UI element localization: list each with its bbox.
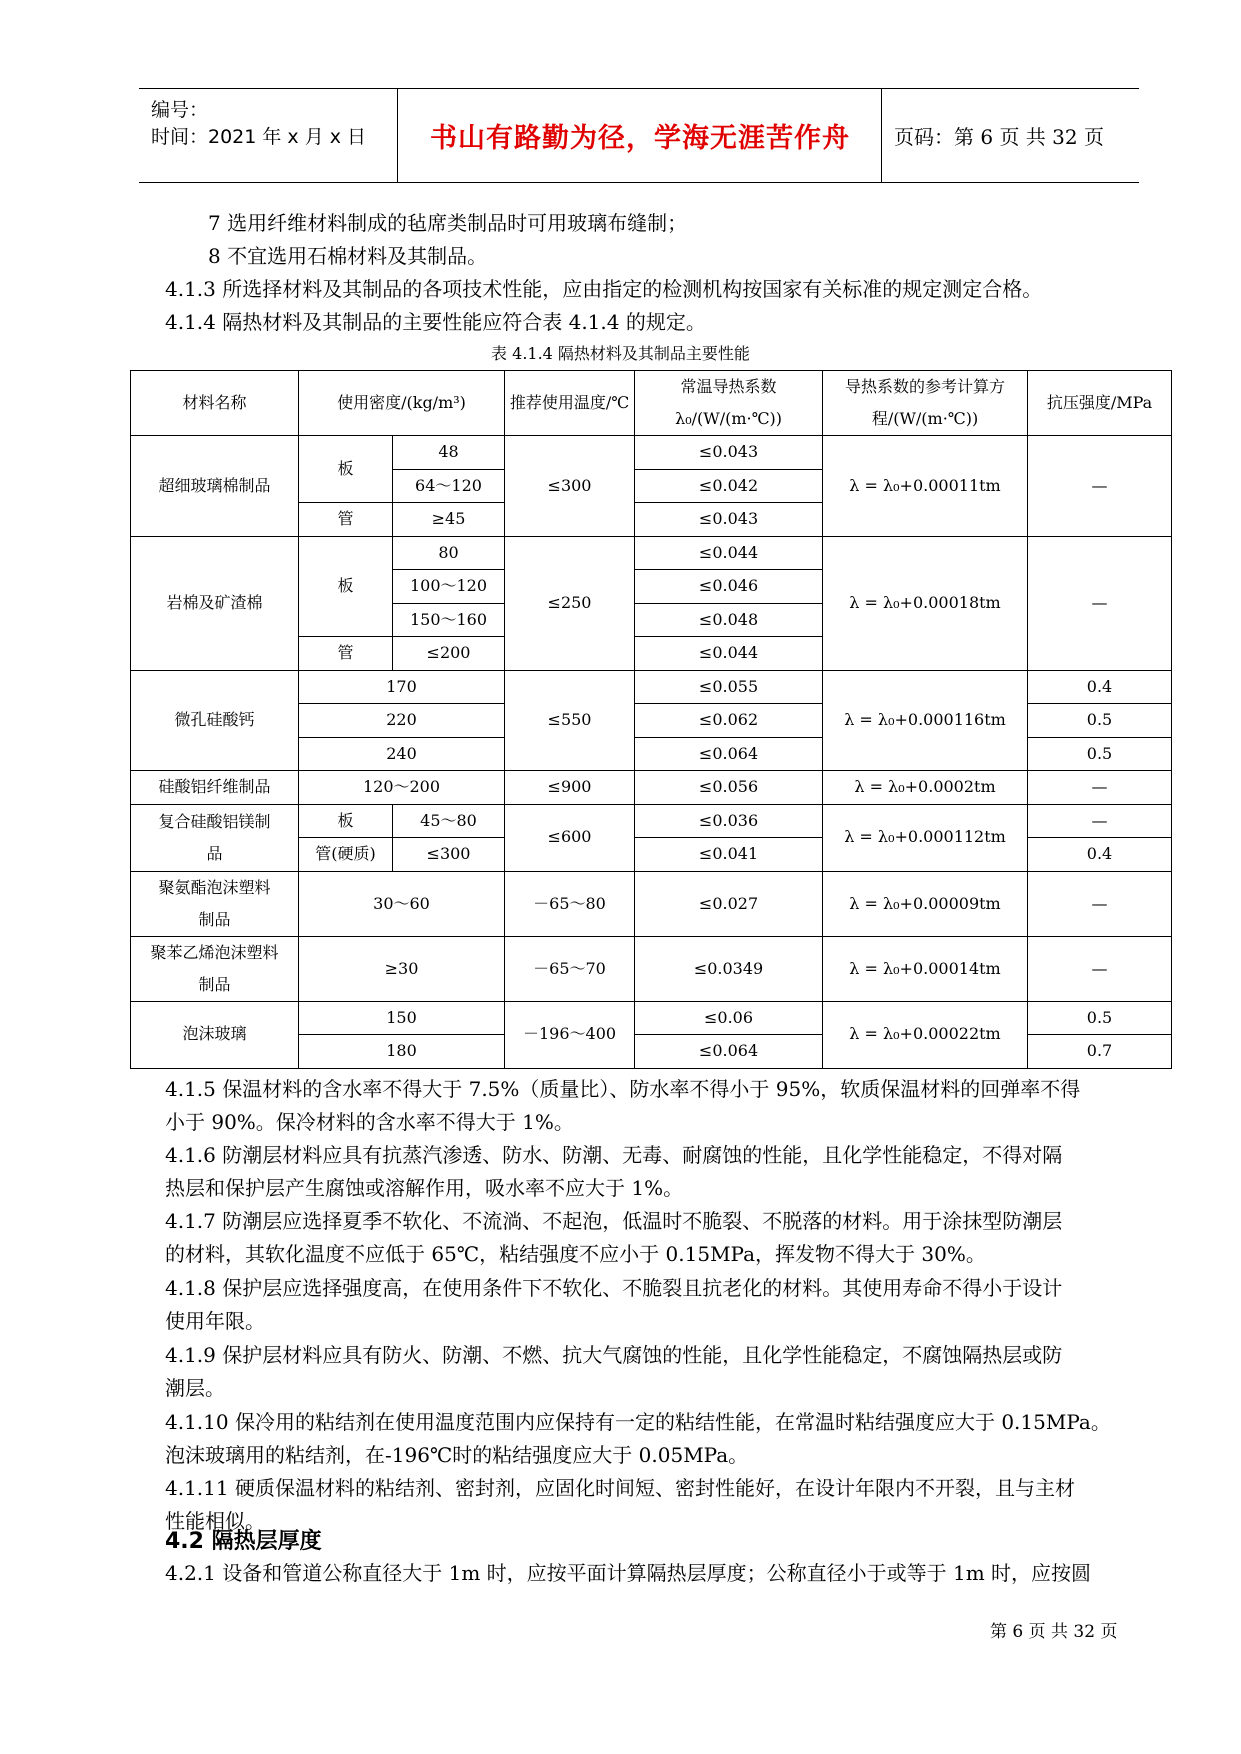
formula-cell: λ = λ₀+0.00018tm (823, 536, 1028, 670)
material-name: 微孔硅酸钙 (131, 670, 299, 771)
paragraph: 性能相似。 (165, 1509, 265, 1533)
density-cell: ≥30 (299, 936, 505, 1001)
conductivity-cell: ≤0.062 (635, 704, 823, 738)
strength-cell: 0.5 (1028, 737, 1172, 771)
conductivity-cell: ≤0.041 (635, 838, 823, 872)
conductivity-cell: ≤0.042 (635, 469, 823, 503)
paragraph: 4.1.10 保冷用的粘结剂在使用温度范围内应保持有一定的粘结性能，在常温时粘结强度应大于 0.15MPa。 (165, 1410, 1111, 1434)
formula-cell: λ = λ₀+0.00009tm (823, 871, 1028, 936)
paragraph: 泡沫玻璃用的粘结剂，在-196℃时的粘结强度应大于 0.05MPa。 (165, 1443, 749, 1467)
paragraph: 4.1.9 保护层材料应具有防火、防潮、不燃、抗大气腐蚀的性能，且化学性能稳定，不腐蚀隔热层或防 (165, 1343, 1063, 1367)
table-row (131, 1001, 1172, 1035)
paragraph: 4.1.8 保护层应选择强度高，在使用条件下不软化、不脆裂且抗老化的材料。其使用寿命不得小于设计 (165, 1276, 1063, 1300)
form-label: 板 (299, 536, 393, 637)
paragraph: 小于 90%。保冷材料的含水率不得大于 1%。 (165, 1110, 574, 1134)
temp-cell: ≤900 (505, 771, 635, 805)
material-name: 岩棉及矿渣棉 (131, 536, 299, 670)
formula-cell: λ = λ₀+0.00014tm (823, 936, 1028, 1001)
conductivity-cell: ≤0.046 (635, 570, 823, 604)
form-label: 板 (299, 436, 393, 503)
conductivity-cell: ≤0.055 (635, 670, 823, 704)
conductivity-cell: ≤0.044 (635, 637, 823, 671)
formula-cell: λ = λ₀+0.000116tm (823, 670, 1028, 771)
temp-cell: －65～70 (505, 936, 635, 1001)
temp-cell: ≤550 (505, 670, 635, 771)
page-footer: 第 6 页 共 32 页 (990, 1622, 1118, 1642)
table-row (131, 804, 1172, 838)
conductivity-cell: ≤0.0349 (635, 936, 823, 1001)
conductivity-cell: ≤0.064 (635, 737, 823, 771)
strength-cell: — (1028, 771, 1172, 805)
strength-cell: 0.4 (1028, 838, 1172, 872)
paragraph: 潮层。 (165, 1376, 225, 1400)
density-cell: 30～60 (299, 871, 505, 936)
table-row (131, 936, 1172, 1001)
density-cell: 150～160 (393, 603, 505, 637)
header-conductivity: 常温导热系数 λ₀/(W/(m·℃)) (635, 371, 823, 436)
table-row (131, 670, 1172, 704)
number-label: 编号： (151, 99, 209, 121)
density-cell: 240 (299, 737, 505, 771)
density-cell: 48 (393, 436, 505, 470)
motto: 书山有路勤为径，学海无涯苦作舟 (399, 89, 882, 182)
temp-cell: ≤250 (505, 536, 635, 670)
temp-cell: ≤600 (505, 804, 635, 871)
header-left (139, 89, 398, 182)
paragraph: 4.1.7 防潮层应选择夏季不软化、不流淌、不起泡，低温时不脆裂、不脱落的材料。用于涂抹型防潮层 (165, 1209, 1063, 1233)
strength-cell: — (1028, 871, 1172, 936)
density-cell: 80 (393, 536, 505, 570)
header-density: 使用密度/(kg/m³) (299, 371, 505, 436)
form-label: 板 (299, 804, 393, 838)
paragraph: 4.1.3 所选择材料及其制品的各项技术性能，应由指定的检测机构按国家有关标准的规定测定合格。 (165, 277, 1043, 301)
density-cell: 45～80 (393, 804, 505, 838)
strength-cell: — (1028, 436, 1172, 537)
density-cell: ≤200 (393, 637, 505, 671)
temp-cell: ≤300 (505, 436, 635, 537)
formula-cell: λ = λ₀+0.00022tm (823, 1001, 1028, 1068)
material-name: 复合硅酸铝镁制品 (131, 804, 299, 871)
formula-cell: λ = λ₀+0.000112tm (823, 804, 1028, 871)
paragraph: 4.1.11 硬质保温材料的粘结剂、密封剂，应固化时间短、密封性能好，在设计年限内不开裂，且与主材 (165, 1476, 1075, 1500)
paragraph: 4.2.1 设备和管道公称直径大于 1m 时，应按平面计算隔热层厚度；公称直径小于或等于 1m 时，应按圆 (165, 1561, 1092, 1585)
table-caption: 表 4.1.4 隔热材料及其制品主要性能 (491, 344, 750, 363)
strength-cell: 0.4 (1028, 670, 1172, 704)
density-cell: 220 (299, 704, 505, 738)
strength-cell: 0.5 (1028, 704, 1172, 738)
materials-table (130, 370, 1172, 1069)
header-formula: 导热系数的参考计算方程/(W/(m·℃)) (823, 371, 1028, 436)
conductivity-cell: ≤0.036 (635, 804, 823, 838)
table-row (131, 436, 1172, 470)
table-row (131, 871, 1172, 936)
paragraph: 热层和保护层产生腐蚀或溶解作用，吸水率不应大于 1%。 (165, 1176, 684, 1200)
paragraph: 4.1.6 防潮层材料应具有抗蒸汽渗透、防水、防潮、无毒、耐腐蚀的性能，且化学性能稳定，不得对隔 (165, 1143, 1063, 1167)
conductivity-cell: ≤0.043 (635, 436, 823, 470)
density-cell: 150 (299, 1001, 505, 1035)
material-name: 硅酸铝纤维制品 (131, 771, 299, 805)
conductivity-cell: ≤0.043 (635, 503, 823, 537)
paragraph: 8 不宜选用石棉材料及其制品。 (208, 244, 488, 268)
section-heading: 4.2 隔热层厚度 (165, 1529, 322, 1554)
material-name: 聚苯乙烯泡沫塑料制品 (131, 936, 299, 1001)
density-cell: 100～120 (393, 570, 505, 604)
strength-cell: — (1028, 936, 1172, 1001)
conductivity-cell: ≤0.056 (635, 771, 823, 805)
conductivity-cell: ≤0.027 (635, 871, 823, 936)
material-name: 超细玻璃棉制品 (131, 436, 299, 537)
strength-cell: — (1028, 804, 1172, 838)
density-cell: 180 (299, 1035, 505, 1069)
paragraph: 4.1.5 保温材料的含水率不得大于 7.5%（质量比）、防水率不得小于 95%，软质保温材料的回弹率不得 (165, 1077, 1081, 1101)
time-label: 时间：2021 年 x 月 x 日 (151, 126, 367, 148)
temp-cell: －65～80 (505, 871, 635, 936)
paragraph: 7 选用纤维材料制成的毡席类制品时可用玻璃布缝制； (208, 211, 688, 235)
strength-cell: — (1028, 536, 1172, 670)
density-cell: 120～200 (299, 771, 505, 805)
table-row (131, 771, 1172, 805)
conductivity-cell: ≤0.06 (635, 1001, 823, 1035)
temp-cell: －196～400 (505, 1001, 635, 1068)
strength-cell: 0.7 (1028, 1035, 1172, 1069)
material-name: 泡沫玻璃 (131, 1001, 299, 1068)
form-label: 管(硬质) (299, 838, 393, 872)
header-strength: 抗压强度/MPa (1028, 371, 1172, 436)
conductivity-cell: ≤0.064 (635, 1035, 823, 1069)
strength-cell: 0.5 (1028, 1001, 1172, 1035)
formula-cell: λ = λ₀+0.00011tm (823, 436, 1028, 537)
paragraph: 的材料，其软化温度不应低于 65℃，粘结强度不应小于 0.15MPa，挥发物不得大于 30%。 (165, 1242, 986, 1266)
material-name: 聚氨酯泡沫塑料制品 (131, 871, 299, 936)
page-label: 页码：第 6 页 共 32 页 (894, 125, 1104, 149)
header-temp: 推荐使用温度/℃ (505, 371, 635, 436)
paragraph: 使用年限。 (165, 1309, 265, 1333)
conductivity-cell: ≤0.044 (635, 536, 823, 570)
table-header-row (131, 371, 1172, 436)
paragraph: 4.1.4 隔热材料及其制品的主要性能应符合表 4.1.4 的规定。 (165, 310, 706, 334)
formula-cell: λ = λ₀+0.0002tm (823, 771, 1028, 805)
density-cell: 170 (299, 670, 505, 704)
density-cell: 64～120 (393, 469, 505, 503)
density-cell: ≤300 (393, 838, 505, 872)
form-label: 管 (299, 503, 393, 537)
density-cell: ≥45 (393, 503, 505, 537)
conductivity-cell: ≤0.048 (635, 603, 823, 637)
header-name: 材料名称 (131, 371, 299, 436)
form-label: 管 (299, 637, 393, 671)
page-header (139, 88, 1139, 183)
table-row (131, 536, 1172, 570)
